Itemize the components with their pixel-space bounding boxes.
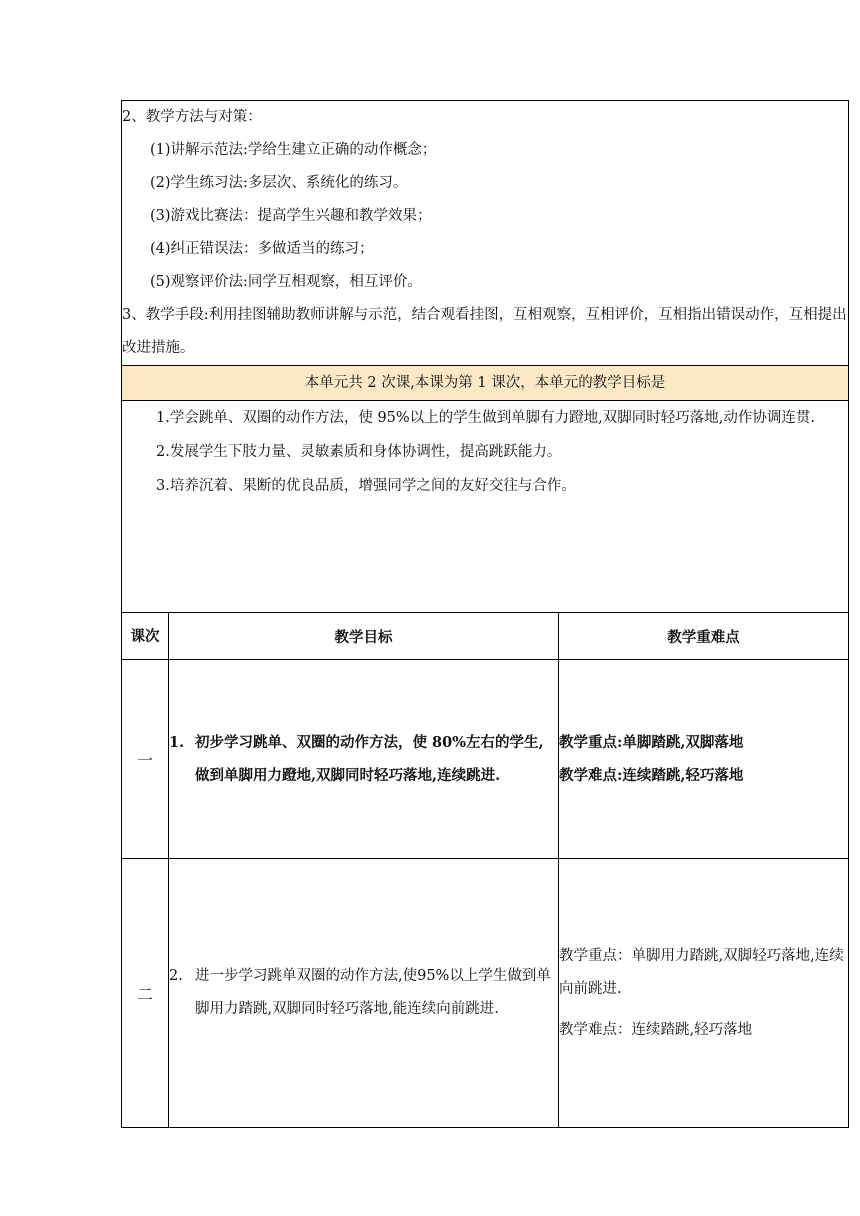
unit-goals-row [122, 401, 849, 613]
lesson-objective [169, 660, 559, 859]
header-key-points: 教学重难点 [559, 613, 849, 660]
objective-number: 1. [169, 734, 185, 751]
unit-goal: 1.学会跳单、双圈的动作方法，使 95%以上的学生做到单脚有力蹬地,双脚同时轻巧落地,动作协调连贯. [156, 410, 815, 426]
lesson-key-points [559, 859, 849, 1128]
objective-text: 进一步学习跳单双圈的动作方法,使95%以上学生做到单脚用力踏跳,双脚同时轻巧落地,能连续向前跳进. [195, 968, 551, 1017]
difficulty-point: 教学难点：连续踏跳,轻巧落地 [559, 1021, 753, 1038]
table-row [122, 859, 849, 1128]
methods-section [122, 101, 849, 366]
objective-text: 初步学习跳单、双圈的动作方法，使 80%左右的学生,做到单脚用力蹬地,双脚同时轻巧落地,连续跳进. [195, 734, 544, 784]
lesson-plan-document [121, 100, 848, 1128]
lesson-plan-table [121, 100, 849, 1128]
method-item: (5)观察评价法:同学互相观察，相互评价。 [150, 274, 422, 290]
unit-banner-row [122, 366, 849, 401]
header-objective: 教学目标 [169, 613, 559, 660]
unit-banner: 本单元共 2 次课,本课为第 1 课次，本单元的教学目标是 [122, 366, 849, 401]
methods-cell [122, 101, 849, 366]
key-point: 教学重点：单脚用力踏跳,双脚轻巧落地,连续向前跳进. [559, 947, 844, 997]
key-point: 教学重点:单脚踏跳,双脚落地 [559, 734, 744, 751]
lesson-key-points [559, 660, 849, 859]
methods-heading: 2、教学方法与对策： [122, 109, 262, 125]
unit-goals-cell [122, 401, 849, 613]
method-item: (4)纠正错误法：多做适当的练习； [150, 241, 374, 257]
teaching-means: 3、教学手段:利用挂图辅助教师讲解与示范，结合观看挂图，互相观察，互相评价，互相指出错误动作，互相提出改进措施。 [122, 307, 847, 356]
lesson-number: 一 [122, 660, 169, 859]
unit-goal: 3.培养沉着、果断的优良品质，增强同学之间的友好交往与合作。 [156, 478, 576, 494]
table-header-row [122, 613, 849, 660]
header-lesson: 课次 [122, 613, 169, 660]
table-row [122, 660, 849, 859]
difficulty-point: 教学难点:连续踏跳,轻巧落地 [559, 767, 744, 784]
method-item: (2)学生练习法:多层次、系统化的练习。 [150, 175, 408, 191]
method-item: (1)讲解示范法:学给生建立正确的动作概念； [150, 142, 437, 158]
lesson-objective [169, 859, 559, 1128]
method-item: (3)游戏比赛法：提高学生兴趣和教学效果； [150, 208, 432, 224]
objective-number: 2. [169, 968, 183, 984]
lesson-number: 二 [122, 859, 169, 1128]
unit-goal: 2.发展学生下肢力量、灵敏素质和身体协调性，提高跳跃能力。 [156, 444, 562, 460]
